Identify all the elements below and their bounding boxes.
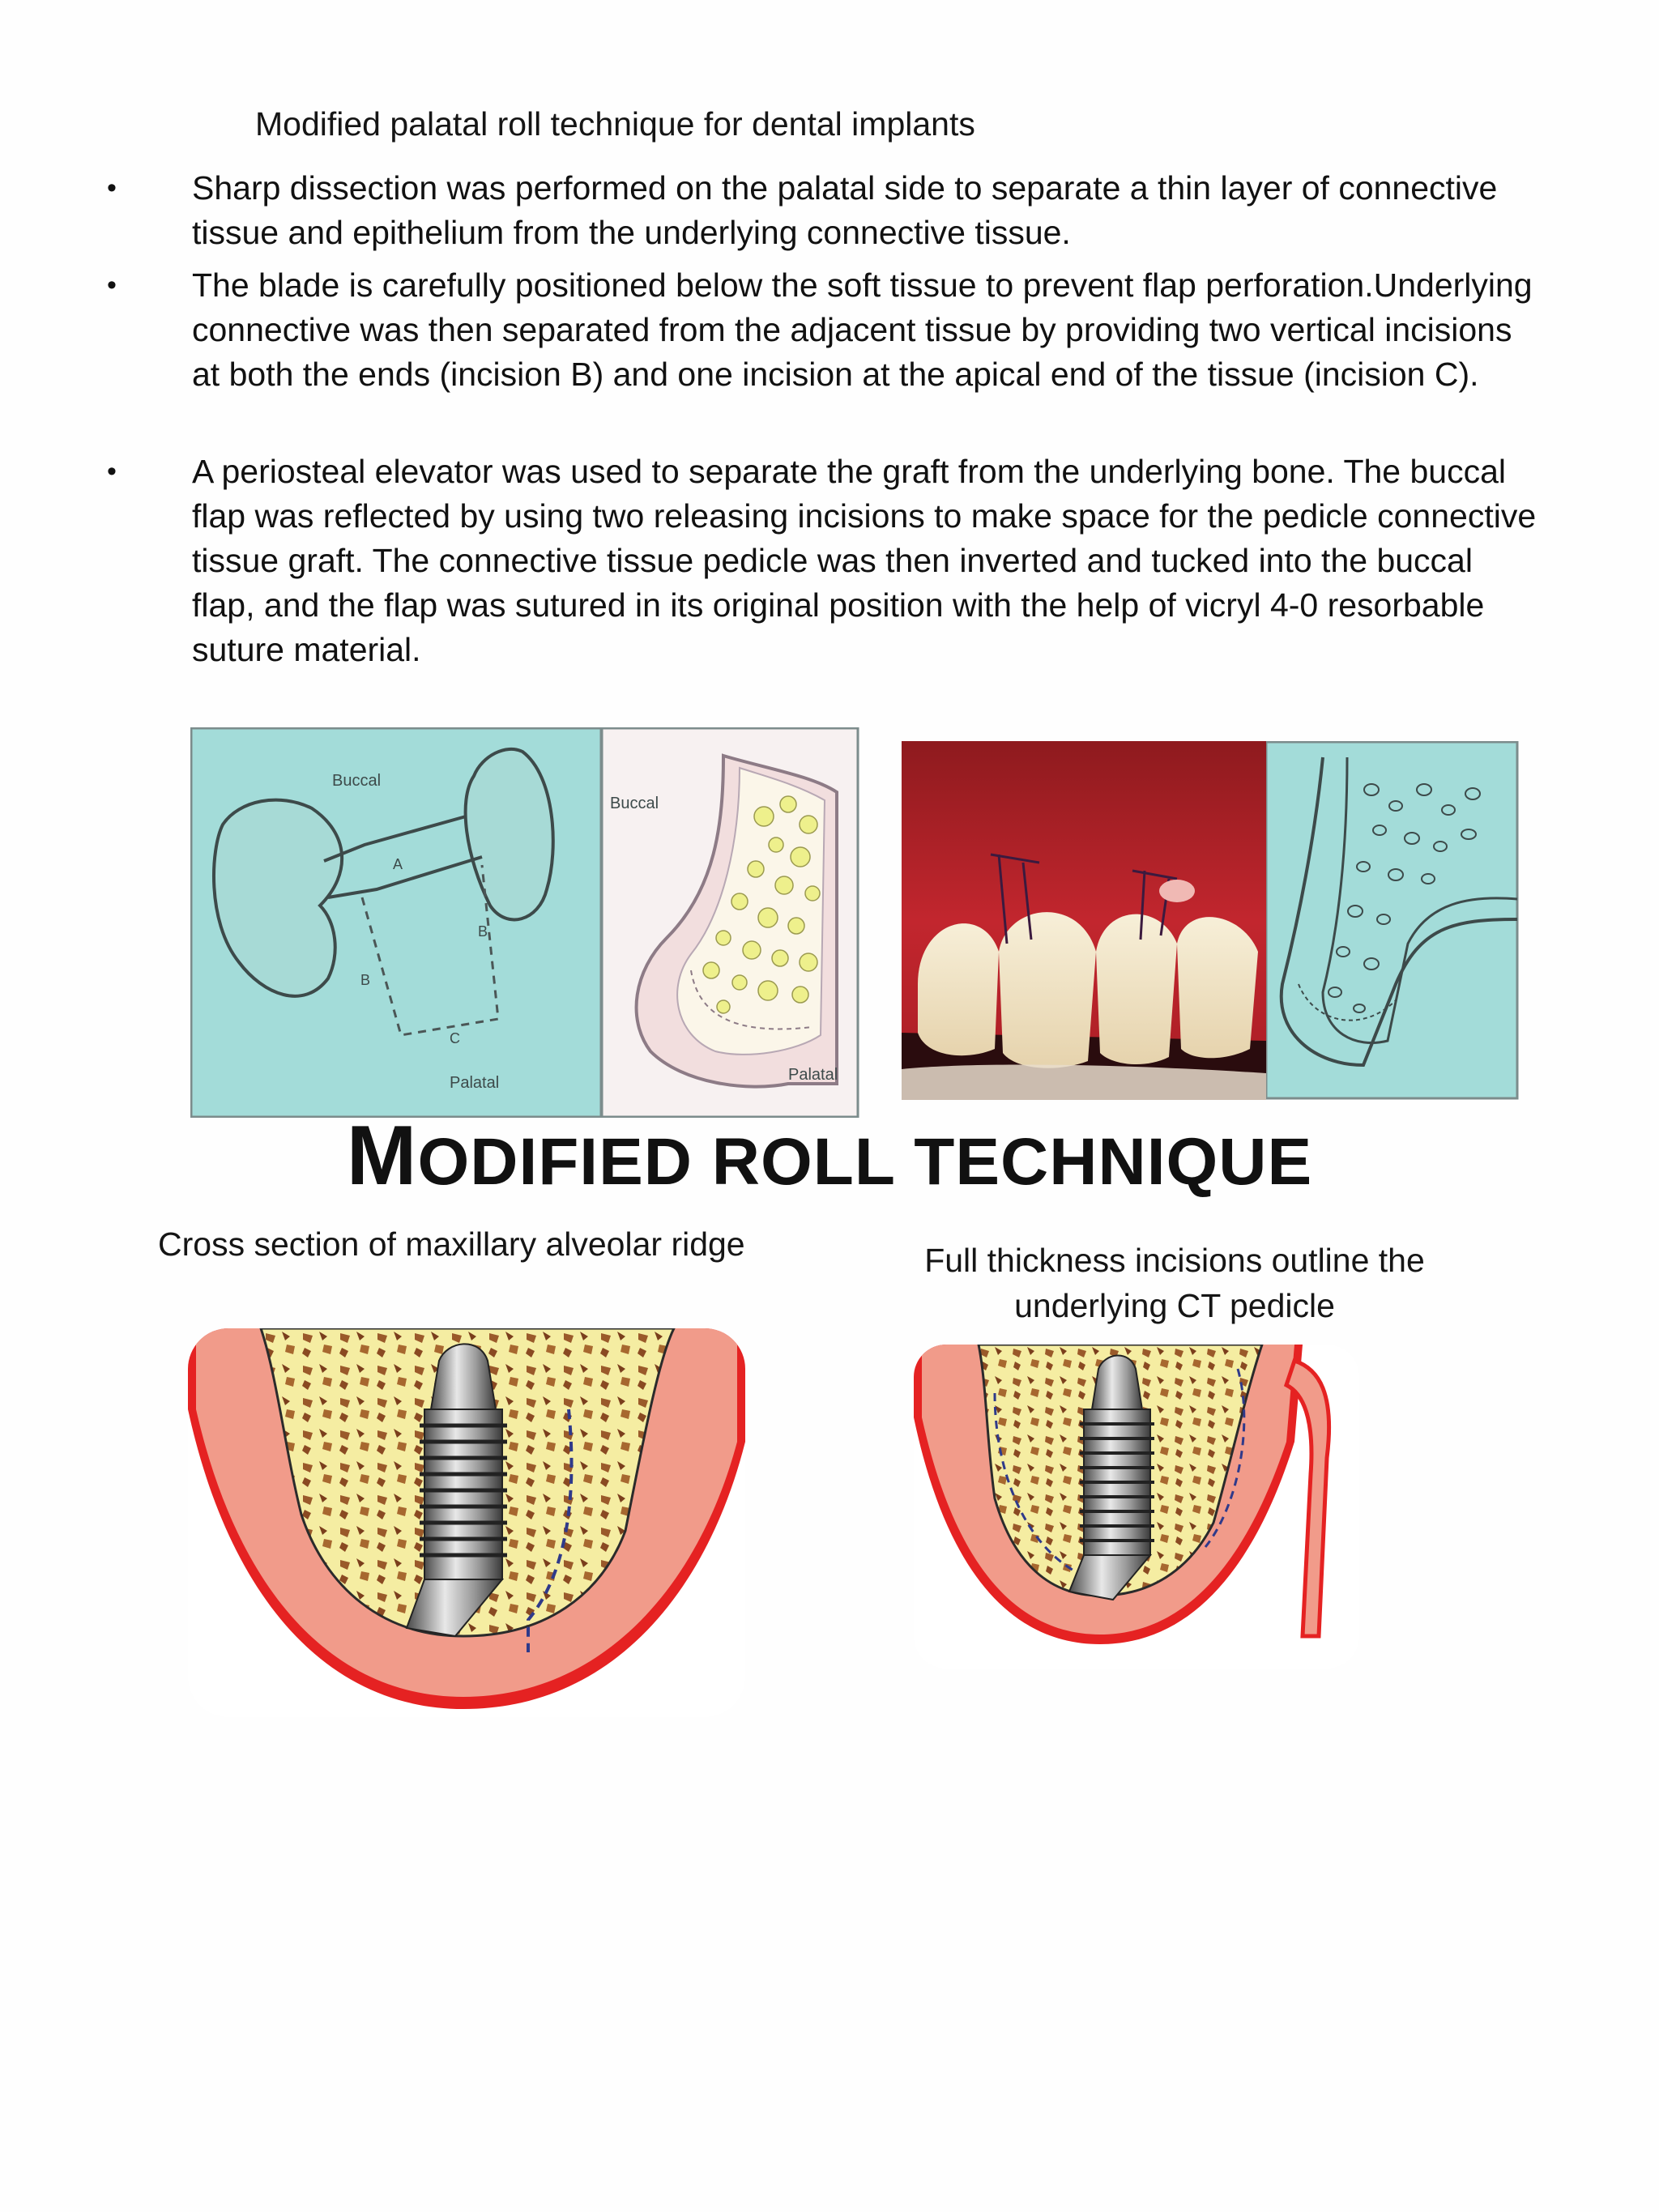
- palatal-label: Palatal: [788, 1066, 838, 1084]
- bullet-icon: •: [107, 270, 117, 300]
- ridge-cross-section-illustration: [188, 1328, 745, 1717]
- incision-a-label: A: [393, 856, 403, 872]
- caption-right-line2: underlying CT pedicle: [1014, 1287, 1335, 1324]
- section-title-rest: ODIFIED ROLL TECHNIQUE: [417, 1125, 1313, 1199]
- section-title: [0, 1108, 1659, 1204]
- graft-sketch: [1266, 741, 1519, 1100]
- bullet-icon: •: [107, 173, 117, 203]
- caption-right-line1: Full thickness incisions outline the: [924, 1242, 1425, 1279]
- palatal-label: Palatal: [450, 1074, 500, 1092]
- buccal-label: Buccal: [610, 795, 659, 812]
- clinical-photo: [902, 741, 1266, 1100]
- buccal-label: Buccal: [332, 772, 382, 790]
- incision-c-label: C: [450, 1030, 460, 1046]
- bullet-text: Sharp dissection was performed on the palatal side to separate a thin layer of connective tissue and epithelium from the underlying connective tissue.: [192, 169, 1498, 251]
- caption-left: Cross section of maxillary alveolar ridge: [158, 1225, 745, 1263]
- full-thickness-incision-illustration: [914, 1345, 1359, 1669]
- bullet-icon: •: [107, 456, 117, 487]
- page-title: Modified palatal roll technique for dental implants: [255, 105, 975, 143]
- incision-b-label-left: B: [360, 972, 371, 988]
- bullet-text: The blade is carefully positioned below the soft tissue to prevent flap perforation.Underlying connective was then separated from the adjacent tissue by providing two vertical incisions at both the ends (incision B) and one incision at the apical end of the tissue (incision C).: [192, 266, 1533, 393]
- incision-b-label-right: B: [478, 923, 488, 940]
- incision-diagram: [190, 727, 602, 1118]
- cross-section-diagram: [602, 727, 859, 1118]
- bullet-text: A periosteal elevator was used to separate the graft from the underlying bone. The buccal flap was reflected by using two releasing incisions to make space for the pedicle connective tissue graft. The connective tissue pedicle was then inverted and tucked into the buccal flap, and the flap was sutured in its original position with the help of vicryl 4-0 resorbable suture material.: [192, 453, 1537, 668]
- section-title-initial: M: [346, 1109, 418, 1203]
- caption-right: [851, 1238, 1499, 1328]
